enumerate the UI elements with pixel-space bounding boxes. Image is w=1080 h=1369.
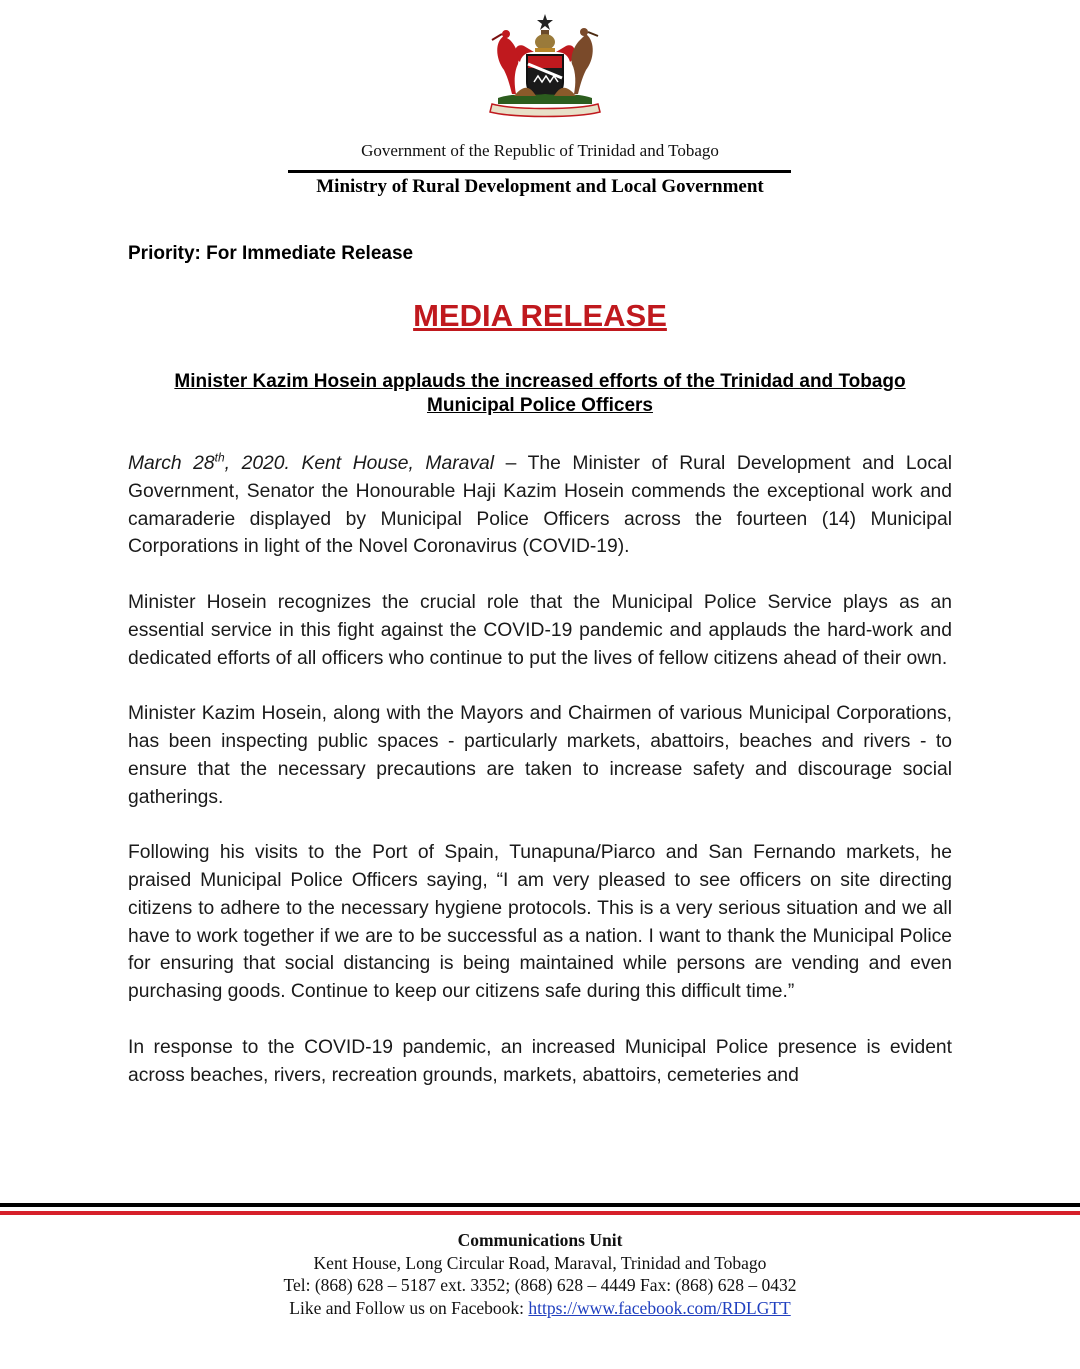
paragraph-5: In response to the COVID-19 pandemic, an increased Municipal Police presence is evident across beaches, rivers, recreation grounds, markets, abattoirs, cemeteries and	[128, 1036, 952, 1086]
government-line: Government of the Republic of Trinidad and Tobago	[361, 141, 719, 160]
footer-facebook	[0, 1297, 1080, 1320]
coat-of-arms-icon	[484, 12, 606, 118]
footer-unit: Communications Unit	[457, 1230, 623, 1250]
facebook-link[interactable]: https://www.facebook.com/RDLGTT	[528, 1297, 791, 1318]
paragraph-3: Minister Kazim Hosein, along with the Mayors and Chairmen of various Municipal Corporations, has been inspecting public spaces - particularly markets, abattoirs, beaches and rivers - to ensure that the necessary precautions are taken to increase safety and discourage social gatherings.	[128, 703, 952, 808]
paragraph-1-text: – The Minister of Rural Development and Local Government, Senator the Honourable Haji Kazim Hosein commends the exceptional work and camaraderie displayed by Municipal Police Officers across the fourteen (14) Municipal Corporations in light of the Novel Coronavirus (COVID-19).	[128, 453, 952, 558]
headline-line-2: Municipal Police Officers	[427, 395, 653, 416]
paragraph-1	[128, 450, 952, 561]
ministry-name: Ministry of Rural Development and Local Government	[316, 176, 764, 197]
facebook-prefix: Like and Follow us on Facebook:	[289, 1297, 529, 1318]
page-title: MEDIA RELEASE	[413, 298, 667, 333]
footer-contact: Tel: (868) 628 – 5187 ext. 3352; (868) 628 – 4449 Fax: (868) 628 – 0432	[283, 1275, 797, 1295]
footer	[0, 1229, 1080, 1319]
headline	[128, 370, 952, 418]
footer-rule-black	[0, 1203, 1080, 1207]
headline-line-1: Minister Kazim Hosein applauds the increased efforts of the Trinidad and Tobago	[174, 371, 906, 392]
footer-address: Kent House, Long Circular Road, Maraval, Trinidad and Tobago	[313, 1252, 767, 1273]
paragraph-4: Following his visits to the Port of Spain, Tunapuna/Piarco and San Fernando markets, he praised Municipal Police Officers saying, “I am very pleased to see officers on site directing citizens to adhere to the necessary hygiene protocols. This is a very serious situation and we all have to work together if we are to be successful as a nation. I want to thank the Municipal Police for ensuring that social distancing is being maintained while persons are vending and even purchasing goods. Continue to keep our citizens safe during this difficult time.”	[128, 842, 952, 1003]
priority-label: Priority: For Immediate Release	[128, 243, 414, 264]
release-body	[128, 450, 952, 1089]
dateline: March 28th, 2020. Kent House, Maraval	[128, 450, 495, 474]
footer-rule-red	[0, 1211, 1080, 1215]
paragraph-2: Minister Hosein recognizes the crucial role that the Municipal Police Service plays as an essential service in this fight against the COVID-19 pandemic and applauds the hard-work and dedicated efforts of all officers who continue to put the lives of fellow citizens ahead of their own.	[128, 591, 952, 669]
header-divider	[288, 170, 791, 173]
